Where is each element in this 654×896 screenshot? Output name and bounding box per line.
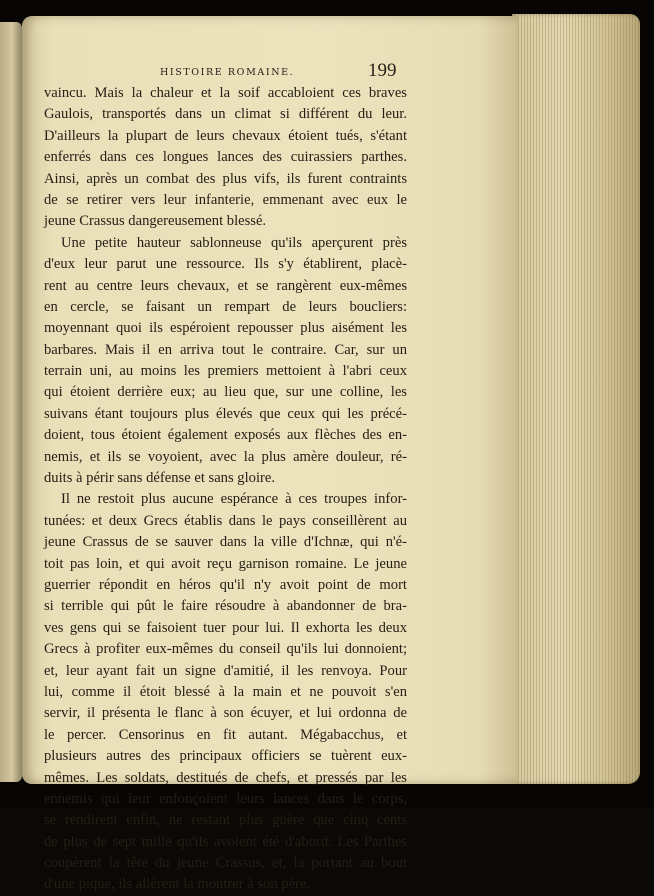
text-line: plusieurs autres des principaux officiers se tuèrent eux- <box>44 748 407 765</box>
page-number: 199 <box>368 60 397 81</box>
text-line: suivans étant toujours plus élevés que ceux qui les précé- <box>44 405 407 422</box>
text-line: duits à périr sans défense et sans gloire. <box>44 470 275 487</box>
text-line: ves gens qui se faisoient tuer pour lui. Il exhorta les deux <box>44 619 407 636</box>
text-line: ennemis qui leur enfonçoient leurs lances dans le corps, <box>44 790 407 807</box>
text-line: guerrier répondit en héros qu'il n'y avoit point de mort <box>44 576 407 593</box>
text-line: barbares. Mais il en arriva tout le contraire. Car, sur un <box>44 341 407 358</box>
text-line: Ainsi, après un combat des plus vifs, ils furent contraints <box>44 170 407 187</box>
text-line: se rendirent enfin, ne restant plus guère que cinq cents <box>44 812 407 829</box>
paragraph-start-line: Une petite hauteur sablonneuse qu'ils aperçurent près <box>61 234 407 251</box>
text-line: tunées: et deux Grecs établis dans le pays conseillèrent au <box>44 512 407 529</box>
text-line: coupèrent la tête du jeune Crassus, et, la portant au bout <box>44 855 407 872</box>
text-line: D'ailleurs la plupart de leurs chevaux étoient tués, s'étant <box>44 127 407 144</box>
text-line: Gaulois, transportés dans un climat si différent du leur. <box>44 106 407 123</box>
text-line: servir, il présenta le flanc à son écuyer, et lui ordonna de <box>44 705 407 722</box>
text-line: et, leur ayant fait un signe d'amitié, il les renvoya. Pour <box>44 662 407 679</box>
text-line: terrain uni, au moins les premiers mettoient à l'abri ceux <box>44 363 407 380</box>
text-line: jeune Crassus dangereusement blessé. <box>44 213 267 230</box>
text-line: toit pas loin, et qui avoit reçu garnison romaine. Le jeune <box>44 555 407 572</box>
facing-page-edge <box>0 22 22 782</box>
text-line: si terrible qui pût le faire résoudre à abandonner de bra- <box>44 598 407 615</box>
text-line: enferrés dans ces longues lances des cuirassiers parthes. <box>44 149 407 166</box>
page-edges-stack <box>512 14 640 784</box>
text-line: rent au centre leurs chevaux, et se rangèrent eux-mêmes <box>44 277 407 294</box>
text-line: qui étoient derrière eux; au lieu que, sur une colline, les <box>44 384 407 401</box>
text-line: lui, comme il étoit blessé à la main et ne pouvoit s'en <box>44 683 407 700</box>
text-line: d'eux leur parut une ressource. Ils s'y établirent, placè- <box>44 256 407 273</box>
text-line: jeune Crassus de se sauver dans la ville d'Ichnæ, qui n'é- <box>44 534 407 551</box>
paragraph-start-line: Il ne restoit plus aucune espérance à ces troupes infor- <box>61 491 407 508</box>
text-line: mêmes. Les soldats, destitués de chefs, et pressés par les <box>44 769 407 786</box>
text-line: de plus de sept mille qu'ils avoient été d'abord. Les Parthes <box>44 833 407 850</box>
text-line: doient, tous étoient également exposés aux flèches des en- <box>44 427 407 444</box>
text-line: nemis, et ils se voyoient, avec la plus amère douleur, ré- <box>44 448 407 465</box>
text-line: d'une pique, ils allèrent la montrer à son père. <box>44 876 311 893</box>
text-line: vaincu. Mais la chaleur et la soif accabloient ces braves <box>44 85 407 101</box>
body-text <box>44 83 407 896</box>
text-line: moyennant quoi ils espéroient repousser plus aisément les <box>44 320 407 337</box>
text-line: le percer. Censorinus en fit autant. Mégabacchus, et <box>44 726 407 743</box>
text-line: en cercle, se faisant un rempart de leurs boucliers: <box>44 298 407 315</box>
text-line: de se retirer vers leur infanterie, emmenant avec eux le <box>44 191 407 208</box>
running-header: HISTOIRE ROMAINE. <box>160 67 295 78</box>
text-line: Grecs à profiter eux-mêmes du conseil qu'ils lui donnoient; <box>44 641 407 658</box>
